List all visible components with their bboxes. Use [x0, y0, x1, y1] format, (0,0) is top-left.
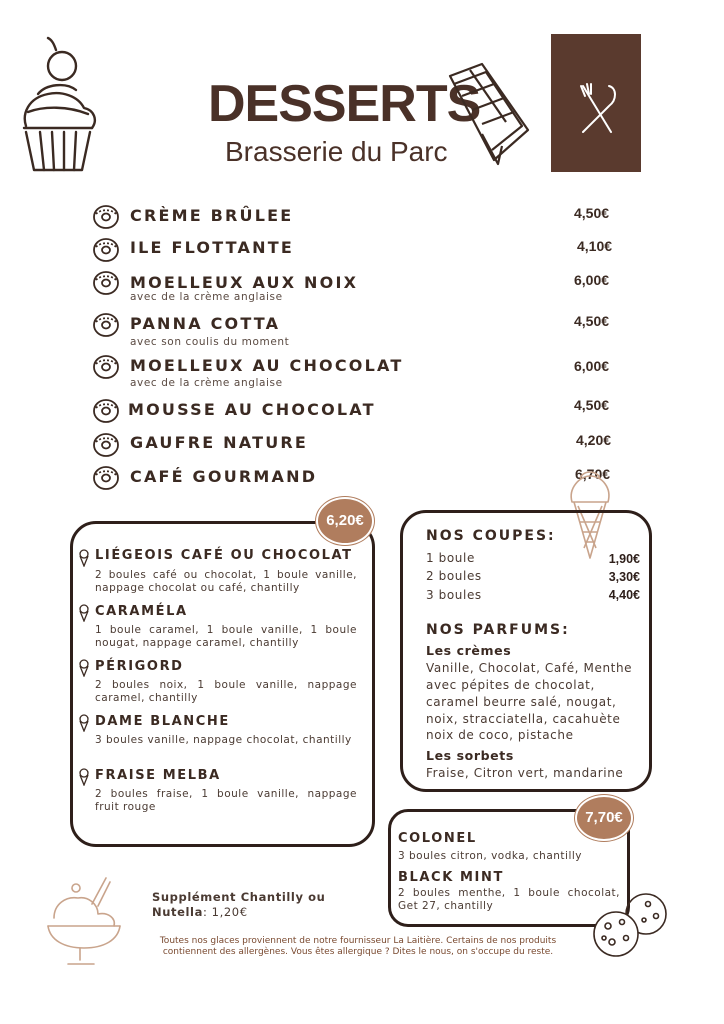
ice-cream-icon — [78, 604, 90, 622]
dessert-price: 4,50€ — [574, 205, 610, 221]
page-subtitle: Brasserie du Parc — [225, 136, 448, 167]
dessert-name: PANNA COTTA — [130, 314, 281, 333]
brand-logo-box — [551, 34, 641, 172]
ice-cream-icon — [78, 714, 90, 732]
nos-coupes-heading: NOS COUPES: — [426, 528, 556, 544]
coupe-desc: 2 boules café ou chocolat, 1 boule vanille, nappage chocolat ou café, chantilly — [95, 569, 357, 594]
supplement-line2 — [152, 905, 248, 920]
dessert-price: 4,10€ — [577, 238, 613, 254]
dessert-name: ILE FLOTTANTE — [130, 238, 294, 257]
footer-line2: contiennent des allergènes. Vous êtes allergique ? Dites le nous, on s'occupe du reste. — [162, 947, 554, 957]
dessert-name: MOELLEUX AUX NOIX — [130, 273, 359, 292]
coupe-name: DAME BLANCHE — [95, 714, 230, 729]
cremes-line: caramel beurre salé, nougat, — [426, 695, 617, 709]
coupe-name: CARAMÉLA — [95, 604, 188, 619]
dessert-price: 4,50€ — [574, 397, 610, 413]
dessert-price: 6,00€ — [574, 358, 610, 374]
donut-icon — [92, 354, 120, 380]
supplement-nutella: Nutella — [152, 905, 203, 919]
cremes-line: avec pépites de chocolat, — [426, 678, 595, 692]
scoop-price: 1,90€ — [608, 552, 640, 566]
chocolate-bar-icon — [442, 60, 532, 168]
coupe-name: LIÉGEOIS CAFÉ OU CHOCOLAT — [95, 548, 353, 563]
scoop-label: 1 boule — [426, 551, 475, 565]
dessert-note: avec son coulis du moment — [130, 336, 290, 348]
dessert-price: 4,20€ — [576, 432, 612, 448]
donut-icon — [92, 312, 120, 338]
dessert-name: CAFÉ GOURMAND — [130, 467, 318, 486]
dessert-name: GAUFRE NATURE — [130, 433, 309, 452]
coupe-desc: 1 boule caramel, 1 boule vanille, 1 boule nougat, nappage caramel, chantilly — [95, 624, 357, 649]
coupe-name: FRAISE MELBA — [95, 768, 221, 783]
donut-icon — [92, 465, 120, 491]
supplement-price: : 1,20€ — [202, 905, 248, 919]
dessert-note: avec de la crème anglaise — [130, 291, 283, 303]
coupe-desc: 2 boules fraise, 1 boule vanille, nappage fruit rouge — [95, 788, 357, 813]
scoop-price: 4,40€ — [608, 588, 640, 602]
cremes-line: noix, stracciatella, cacahuète — [426, 712, 621, 726]
cremes-heading: Les crèmes — [426, 643, 512, 658]
footer-line1: Toutes nos glaces proviennent de notre fournisseur La Laitière. Certains de nos produits — [159, 936, 557, 946]
cremes-line: Vanille, Chocolat, Café, Menthe — [426, 661, 633, 675]
ice-cream-icon — [78, 549, 90, 567]
donut-icon — [92, 270, 120, 296]
scoop-label: 2 boules — [426, 569, 482, 583]
donut-icon — [92, 398, 120, 424]
nos-parfums-heading: NOS PARFUMS: — [426, 622, 570, 638]
ice-cream-icon — [78, 659, 90, 677]
cookies-icon — [582, 892, 672, 962]
cremes-line: noix de coco, pistache — [426, 728, 574, 742]
sorbets-text: Fraise, Citron vert, mandarine — [426, 766, 624, 780]
dessert-price: 6,00€ — [574, 272, 610, 288]
dessert-name: MOELLEUX AU CHOCOLAT — [130, 356, 404, 375]
donut-icon — [92, 432, 120, 458]
scoop-price: 3,30€ — [608, 570, 640, 584]
sorbets-heading: Les sorbets — [426, 748, 514, 763]
scoop-label: 3 boules — [426, 588, 482, 602]
ice-cream-icon — [78, 768, 90, 786]
supplement-line1: Supplément Chantilly ou — [152, 890, 326, 904]
dessert-price: 4,50€ — [574, 313, 610, 329]
fork-knife-icon — [551, 34, 641, 172]
coupe-desc: 3 boules citron, vodka, chantilly — [398, 850, 583, 862]
dessert-note: avec de la crème anglaise — [130, 377, 283, 389]
coupe-name: COLONEL — [398, 831, 477, 846]
price-badge: 6,20€ — [316, 497, 374, 545]
coupe-desc: 2 boules noix, 1 boule vanille, nappage caramel, chantilly — [95, 679, 357, 704]
price-badge: 7,70€ — [575, 795, 633, 841]
dessert-name: MOUSSE AU CHOCOLAT — [128, 400, 376, 419]
dessert-price: 6,70€ — [575, 466, 611, 482]
cupcake-icon — [18, 36, 100, 174]
coupe-name: PÉRIGORD — [95, 659, 184, 674]
sundae-icon — [44, 874, 124, 968]
donut-icon — [92, 237, 120, 263]
donut-icon — [92, 204, 120, 230]
coupe-desc: 3 boules vanille, nappage chocolat, chantilly — [95, 734, 352, 746]
dessert-name: CRÈME BRÛLEE — [130, 206, 294, 225]
coupe-name: BLACK MINT — [398, 870, 504, 885]
page-title: DESSERTS — [208, 75, 481, 133]
coupe-desc: 2 boules menthe, 1 boule chocolat, Get 27, chantilly — [398, 887, 620, 912]
